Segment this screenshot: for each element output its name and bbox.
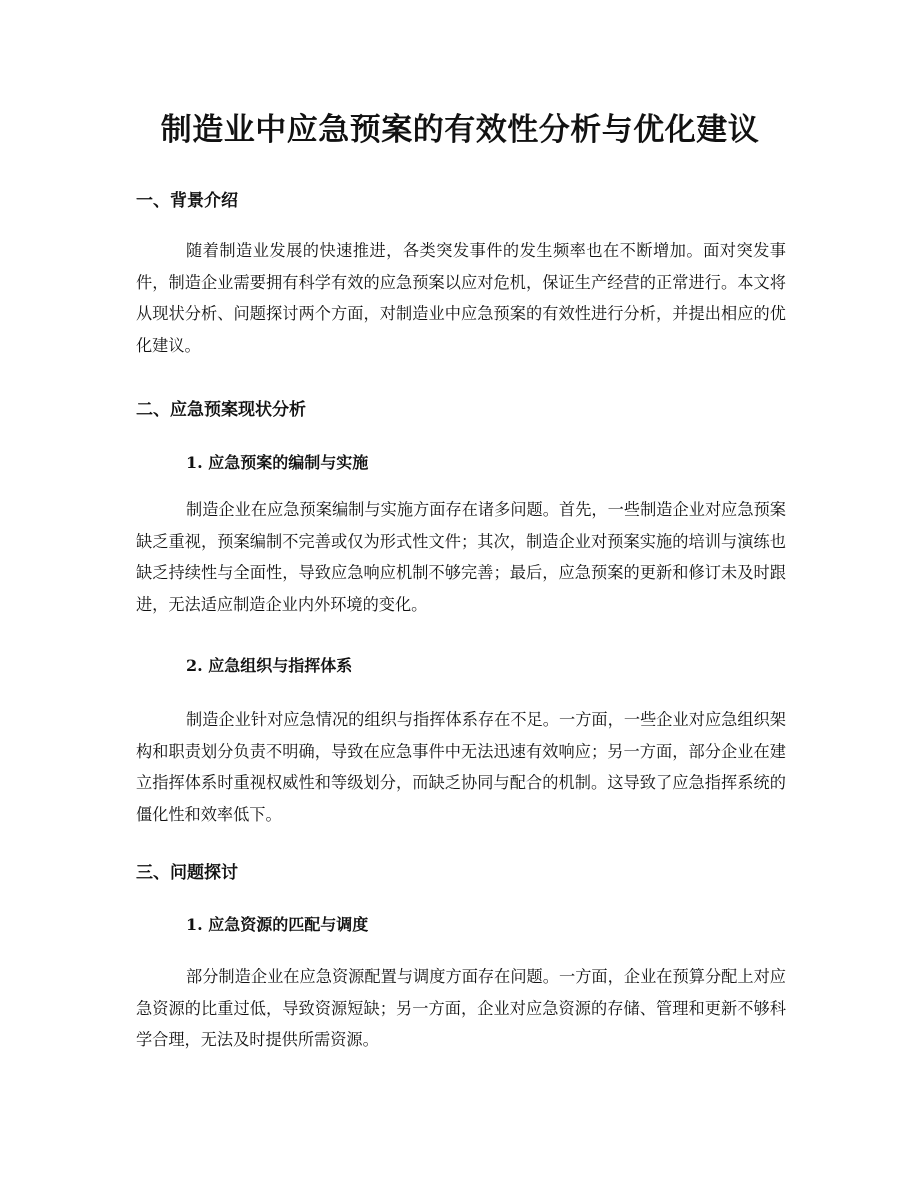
background-paragraph: 随着制造业发展的快速推进，各类突发事件的发生频率也在不断增加。面对突发事件，制造企业需要拥有科学有效的应急预案以应对危机，保证生产经营的正常进行。本文将从现状分析、问题探讨两个方面，对制造业中应急预案的有效性进行分析，并提出相应的优化建议。	[136, 241, 786, 355]
command-system-paragraph: 制造企业针对应急情况的组织与指挥体系存在不足。一方面，一些企业对应急组织架构和职责划分负责不明确，导致在应急事件中无法迅速有效响应；另一方面，部分企业在建立指挥体系时重视权威性和等级划分，而缺乏协同与配合的机制。这导致了应急指挥系统的僵化性和效率低下。	[136, 710, 786, 824]
section-heading-status-analysis: 二、应急预案现状分析	[136, 400, 306, 420]
plan-drafting-paragraph: 制造企业在应急预案编制与实施方面存在诸多问题。首先，一些制造企业对应急预案缺乏重视，预案编制不完善或仅为形式性文件；其次，制造企业对预案实施的培训与演练也缺乏持续性与全面性，导致应急响应机制不够完善；最后，应急预案的更新和修订未及时跟进，无法适应制造企业内外环境的变化。	[136, 500, 786, 614]
subsection-heading-plan-drafting: 1. 应急预案的编制与实施	[186, 453, 369, 472]
section-heading-problem-discussion: 三、问题探讨	[136, 863, 238, 883]
resource-dispatch-paragraph: 部分制造企业在应急资源配置与调度方面存在问题。一方面，企业在预算分配上对应急资源的比重过低，导致资源短缺；另一方面，企业对应急资源的存储、管理和更新不够科学合理，无法及时提供所需资源。	[136, 967, 786, 1049]
section-heading-background: 一、背景介绍	[136, 191, 238, 211]
subsection-heading-command-system: 2. 应急组织与指挥体系	[186, 656, 353, 675]
subsection-heading-resource-dispatch: 1. 应急资源的匹配与调度	[186, 915, 369, 934]
document-title: 制造业中应急预案的有效性分析与优化建议	[160, 112, 760, 148]
